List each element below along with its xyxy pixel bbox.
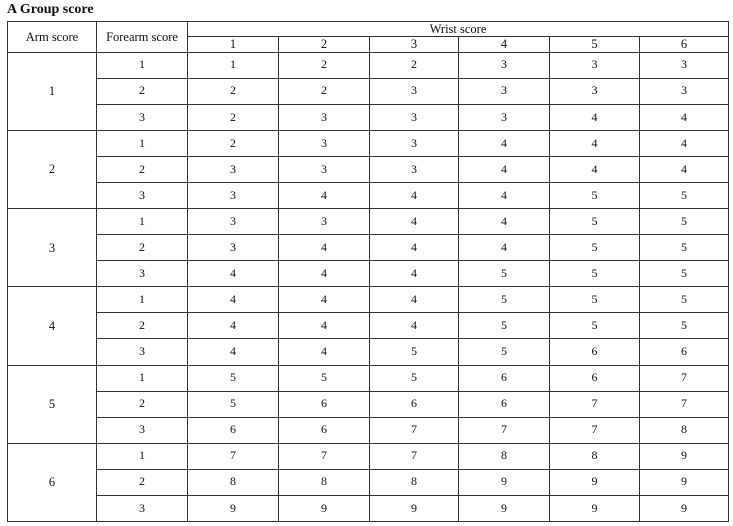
forearm-score-cell: 2 [97, 78, 188, 104]
forearm-score-cell: 3 [97, 183, 188, 209]
group-score-cell: 9 [370, 495, 459, 521]
table-row [8, 287, 729, 313]
group-score-cell: 6 [550, 339, 640, 365]
group-score-cell: 5 [640, 209, 729, 235]
group-score-cell: 6 [459, 391, 550, 417]
group-score-cell: 6 [279, 417, 370, 443]
forearm-score-cell: 3 [97, 261, 188, 287]
group-score-cell: 1 [188, 52, 279, 78]
wrist-col-header: 4 [459, 37, 550, 52]
group-score-cell: 3 [370, 104, 459, 130]
group-score-cell: 2 [188, 104, 279, 130]
table-row [8, 469, 729, 495]
group-score-cell: 4 [370, 235, 459, 261]
wrist-col-header: 3 [370, 37, 459, 52]
group-score-cell: 3 [459, 52, 550, 78]
group-score-cell: 6 [459, 365, 550, 391]
forearm-score-cell: 1 [97, 443, 188, 469]
arm-score-cell: 6 [8, 443, 97, 521]
group-score-cell: 5 [188, 365, 279, 391]
group-score-cell: 4 [279, 313, 370, 339]
group-score-cell: 3 [459, 78, 550, 104]
group-score-cell: 8 [550, 443, 640, 469]
group-score-cell: 2 [188, 78, 279, 104]
forearm-score-cell: 1 [97, 209, 188, 235]
group-score-cell: 3 [370, 157, 459, 183]
table-row [8, 104, 729, 130]
group-score-cell: 7 [459, 417, 550, 443]
group-a-score-table [7, 21, 729, 522]
group-score-cell: 2 [279, 52, 370, 78]
group-score-cell: 3 [279, 130, 370, 156]
group-score-cell: 5 [640, 183, 729, 209]
group-score-cell: 3 [279, 104, 370, 130]
arm-score-header: Arm score [8, 22, 97, 53]
forearm-score-cell: 2 [97, 391, 188, 417]
group-score-cell: 5 [188, 391, 279, 417]
group-score-cell: 7 [188, 443, 279, 469]
group-score-cell: 5 [640, 313, 729, 339]
group-score-cell: 8 [459, 443, 550, 469]
group-score-cell: 4 [550, 130, 640, 156]
group-score-cell: 4 [640, 157, 729, 183]
group-score-cell: 4 [279, 287, 370, 313]
group-score-cell: 9 [188, 495, 279, 521]
forearm-score-cell: 2 [97, 313, 188, 339]
group-score-cell: 7 [550, 417, 640, 443]
group-score-cell: 9 [279, 495, 370, 521]
forearm-score-header: Forearm score [97, 22, 188, 53]
group-score-cell: 5 [550, 287, 640, 313]
table-row [8, 183, 729, 209]
group-score-cell: 4 [459, 157, 550, 183]
group-score-cell: 4 [459, 130, 550, 156]
group-score-cell: 7 [640, 365, 729, 391]
group-score-cell: 4 [188, 261, 279, 287]
forearm-score-cell: 1 [97, 130, 188, 156]
table-row [8, 52, 729, 78]
forearm-score-cell: 3 [97, 495, 188, 521]
wrist-score-header: Wrist score [188, 22, 729, 37]
table-title: A Group score [7, 2, 94, 17]
group-score-cell: 5 [459, 287, 550, 313]
wrist-col-header: 1 [188, 37, 279, 52]
group-score-cell: 6 [279, 391, 370, 417]
group-score-cell: 7 [640, 391, 729, 417]
forearm-score-cell: 1 [97, 52, 188, 78]
group-score-cell: 9 [459, 469, 550, 495]
group-score-cell: 4 [188, 287, 279, 313]
group-score-cell: 5 [550, 235, 640, 261]
arm-score-cell: 4 [8, 287, 97, 365]
group-score-cell: 8 [279, 469, 370, 495]
group-score-cell: 5 [640, 287, 729, 313]
group-score-cell: 3 [188, 209, 279, 235]
group-score-cell: 4 [370, 287, 459, 313]
group-score-cell: 5 [640, 235, 729, 261]
group-score-cell: 3 [459, 104, 550, 130]
group-score-cell: 4 [279, 261, 370, 287]
group-score-cell: 4 [640, 104, 729, 130]
group-score-cell: 4 [370, 209, 459, 235]
table-row [8, 339, 729, 365]
table-row [8, 261, 729, 287]
table-row [8, 235, 729, 261]
group-score-cell: 8 [640, 417, 729, 443]
group-score-cell: 3 [279, 209, 370, 235]
group-score-cell: 6 [188, 417, 279, 443]
forearm-score-cell: 3 [97, 417, 188, 443]
group-score-cell: 3 [188, 157, 279, 183]
table-row [8, 365, 729, 391]
group-score-cell: 5 [550, 209, 640, 235]
table-row [8, 313, 729, 339]
group-score-cell: 7 [279, 443, 370, 469]
group-score-cell: 6 [370, 391, 459, 417]
forearm-score-cell: 2 [97, 469, 188, 495]
table-row [8, 391, 729, 417]
table-row [8, 130, 729, 156]
wrist-col-header: 6 [640, 37, 729, 52]
group-score-cell: 5 [370, 339, 459, 365]
group-score-cell: 4 [640, 130, 729, 156]
group-score-cell: 5 [459, 339, 550, 365]
group-score-cell: 7 [370, 443, 459, 469]
group-score-cell: 5 [459, 261, 550, 287]
group-score-cell: 3 [370, 130, 459, 156]
table-row [8, 78, 729, 104]
group-score-cell: 4 [188, 339, 279, 365]
table-row [8, 209, 729, 235]
table-row [8, 495, 729, 521]
group-score-cell: 3 [279, 157, 370, 183]
group-score-cell: 4 [370, 313, 459, 339]
group-score-cell: 4 [279, 235, 370, 261]
group-score-cell: 4 [188, 313, 279, 339]
group-score-cell: 7 [370, 417, 459, 443]
table-row [8, 443, 729, 469]
group-score-cell: 3 [188, 183, 279, 209]
group-score-cell: 2 [370, 52, 459, 78]
group-score-cell: 2 [188, 130, 279, 156]
group-score-cell: 5 [279, 365, 370, 391]
group-score-cell: 9 [550, 495, 640, 521]
forearm-score-cell: 2 [97, 235, 188, 261]
group-score-cell: 4 [550, 104, 640, 130]
group-score-cell: 9 [640, 469, 729, 495]
group-score-cell: 5 [550, 313, 640, 339]
group-score-cell: 9 [459, 495, 550, 521]
group-score-cell: 3 [640, 78, 729, 104]
group-score-cell: 4 [459, 209, 550, 235]
group-score-cell: 3 [550, 78, 640, 104]
group-score-cell: 7 [550, 391, 640, 417]
group-score-cell: 5 [459, 313, 550, 339]
group-score-cell: 5 [550, 183, 640, 209]
group-score-cell: 4 [279, 183, 370, 209]
table-row [8, 417, 729, 443]
group-score-cell: 5 [550, 261, 640, 287]
table-body [8, 52, 729, 521]
group-score-cell: 4 [459, 183, 550, 209]
group-score-cell: 4 [279, 339, 370, 365]
group-score-cell: 4 [459, 235, 550, 261]
group-score-cell: 8 [370, 469, 459, 495]
group-score-cell: 9 [550, 469, 640, 495]
arm-score-cell: 1 [8, 52, 97, 130]
group-score-cell: 8 [188, 469, 279, 495]
group-score-cell: 5 [640, 261, 729, 287]
forearm-score-cell: 1 [97, 365, 188, 391]
group-score-cell: 3 [188, 235, 279, 261]
group-score-cell: 3 [370, 78, 459, 104]
arm-score-cell: 3 [8, 209, 97, 287]
forearm-score-cell: 1 [97, 287, 188, 313]
wrist-col-header: 2 [279, 37, 370, 52]
group-score-cell: 3 [550, 52, 640, 78]
group-score-cell: 9 [640, 495, 729, 521]
forearm-score-cell: 3 [97, 104, 188, 130]
group-score-cell: 6 [640, 339, 729, 365]
wrist-col-header: 5 [550, 37, 640, 52]
group-score-cell: 4 [370, 183, 459, 209]
group-score-cell: 5 [370, 365, 459, 391]
group-score-cell: 6 [550, 365, 640, 391]
arm-score-cell: 5 [8, 365, 97, 443]
forearm-score-cell: 3 [97, 339, 188, 365]
group-score-cell: 3 [640, 52, 729, 78]
arm-score-cell: 2 [8, 130, 97, 208]
group-score-cell: 4 [550, 157, 640, 183]
group-score-cell: 9 [640, 443, 729, 469]
group-score-cell: 4 [370, 261, 459, 287]
forearm-score-cell: 2 [97, 157, 188, 183]
table-row [8, 157, 729, 183]
group-score-cell: 2 [279, 78, 370, 104]
